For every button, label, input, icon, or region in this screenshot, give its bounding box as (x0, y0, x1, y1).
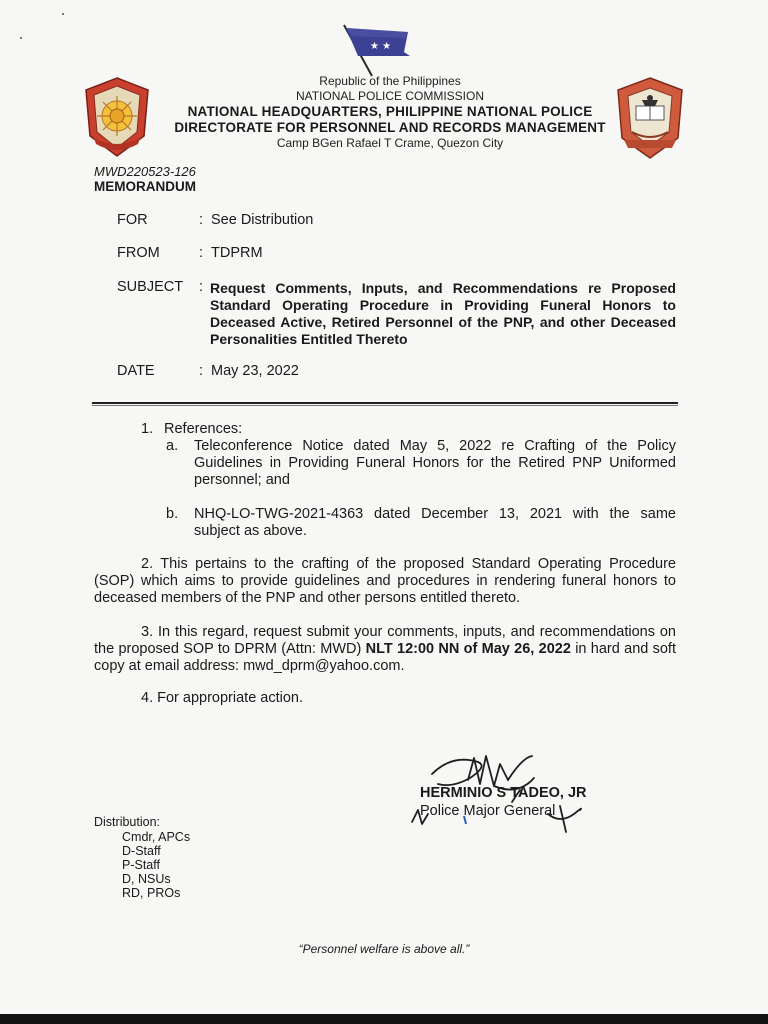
footer-motto: “Personnel welfare is above all.” (298, 942, 470, 956)
pnp-seal-icon (82, 76, 152, 158)
header-hq: NATIONAL HEADQUARTERS, PHILIPPINE NATIONAL POLICE (187, 104, 593, 119)
scan-edge-bar (0, 1014, 768, 1024)
from-colon: : (199, 245, 204, 261)
memo-title: MEMORANDUM (94, 179, 196, 194)
paragraph-4: 4. For appropriate action. (141, 690, 304, 706)
header-republic: Republic of the Philippines (319, 74, 461, 88)
reference-a-letter: a. (166, 438, 179, 454)
reference-a-text: Teleconference Notice dated May 5, 2022 re Crafting of the Policy Guidelines in Providing Funeral Honors for the Retired PNP Uniformed personnel; and (194, 438, 676, 488)
subject-label: SUBJECT (117, 279, 184, 295)
subject-colon: : (199, 279, 204, 295)
scan-speck (62, 13, 64, 15)
distribution-item: D-Staff (122, 844, 161, 858)
two-star-general-flag-icon (338, 22, 418, 78)
reference-b-text: NHQ-LO-TWG-2021-4363 dated December 13, 2021 with the same subject as above. (194, 506, 676, 539)
distribution-item: RD, PROs (122, 886, 181, 900)
paragraph-3 (94, 624, 676, 675)
distribution-item: Cmdr, APCs (122, 830, 191, 844)
paragraph-1-text: References: (164, 421, 243, 437)
for-value: See Distribution (211, 212, 314, 228)
header-commission: NATIONAL POLICE COMMISSION (295, 89, 485, 103)
paragraph-3-text-b: in hard and soft copy at email address: mwd_dprm@yahoo.com. (94, 641, 676, 674)
svg-text:★ ★: ★ ★ (370, 41, 392, 52)
header-divider (92, 402, 678, 404)
header-address: Camp BGen Rafael T Crame, Quezon City (276, 136, 504, 150)
distribution-title: Distribution: (94, 815, 160, 829)
header-directorate: DIRECTORATE FOR PERSONNEL AND RECORDS MANAGEMENT (174, 120, 606, 135)
reference-b-letter: b. (166, 506, 179, 522)
for-colon: : (199, 212, 204, 228)
from-label: FROM (117, 245, 160, 261)
header-divider-thin (92, 405, 678, 406)
paragraph-3-deadline: NLT 12:00 NN of May 26, 2022 (365, 641, 571, 657)
subject-value: Request Comments, Inputs, and Recommendations re Proposed Standard Operating Procedure in Providing Funeral Honors to Deceased Active, Retired Personnel of the PNP, and other Deceased Personalities Entitled Thereto (210, 280, 676, 347)
memo-number: MWD220523-126 (94, 164, 196, 179)
date-colon: : (199, 363, 204, 379)
date-label: DATE (117, 363, 155, 379)
paragraph-2: 2. This pertains to the crafting of the proposed Standard Operating Procedure (SOP) which aims to provide guidelines and procedures in rendering funeral honors to deceased members of the PNP and other persons entitled thereto. (94, 556, 676, 606)
distribution-item: D, NSUs (122, 872, 171, 886)
signatory-name: HERMINIO S TADEO, JR (420, 785, 587, 801)
date-value: May 23, 2022 (211, 363, 299, 379)
paragraph-3-text-a: 3. In this regard, request submit your comments, inputs, and recommendations on the proposed SOP to DPRM (Attn: MWD) (94, 624, 676, 657)
distribution-item: P-Staff (122, 858, 160, 872)
from-value: TDPRM (211, 245, 263, 261)
for-label: FOR (117, 212, 148, 228)
scan-speck (20, 37, 22, 39)
paragraph-1-number: 1. (141, 421, 154, 437)
signatory-rank: Police Major General (420, 803, 556, 819)
